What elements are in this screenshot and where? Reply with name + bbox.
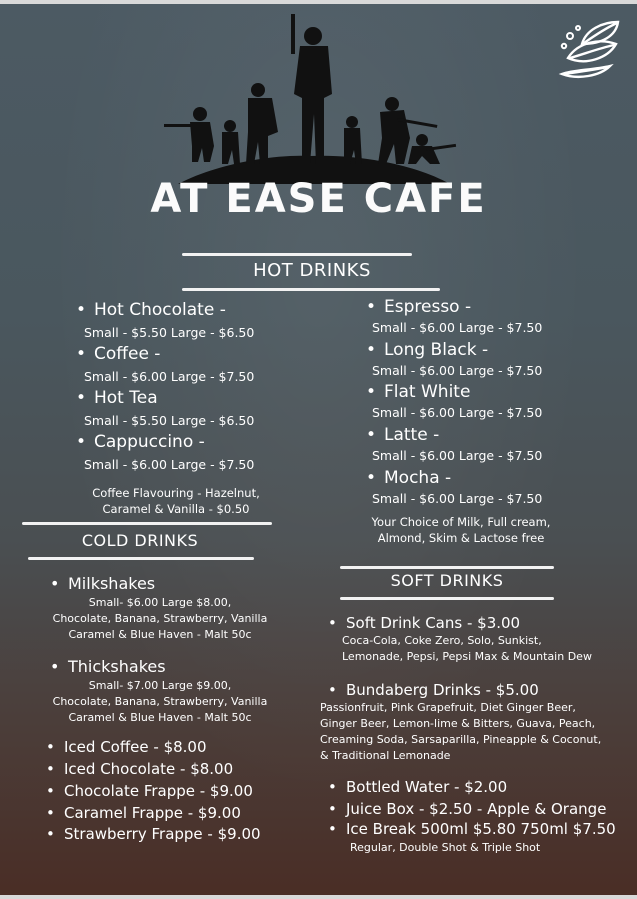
cold-drinks-rule-bottom [28,557,254,560]
top-border [0,0,637,4]
cold-item-thickshakes: • Thickshakes [50,657,166,676]
soft-item-bundaberg: • Bundaberg Drinks - $5.00 [328,681,539,699]
hot-item-hot-tea-sizes: Small - $5.50 Large - $6.50 [84,413,255,428]
hot-item-long-black-sizes: Small - $6.00 Large - $7.50 [372,363,543,378]
hot-drinks-rule-bottom [182,288,440,291]
hot-item-long-black: • Long Black - [366,340,489,360]
soft-cans-details: Coca-Cola, Coke Zero, Solo, Sunkist, Lemonade, Pepsi, Pepsi Max & Mountain Dew [342,634,592,663]
soft-drinks-rule-bottom [340,597,554,600]
cold-item-strawberry-frappe: • Strawberry Frappe - $9.00 [46,825,261,843]
cold-item-caramel-frappe: • Caramel Frappe - $9.00 [46,804,241,822]
soldiers-silhouette-icon [160,14,460,184]
ice-break-note: Regular, Double Shot & Triple Shot [350,841,541,854]
hot-item-cappuccino: • Cappuccino - [76,432,205,452]
cold-item-iced-chocolate: • Iced Chocolate - $8.00 [46,760,234,778]
cold-drinks-heading: COLD DRINKS [81,531,199,550]
hot-item-latte: • Latte - [366,425,440,445]
soft-item-cans: • Soft Drink Cans - $3.00 [328,614,521,632]
hot-item-mocha: • Mocha - [366,468,452,488]
soft-drinks-rule-top [340,566,554,569]
hot-item-coffee-sizes: Small - $6.00 Large - $7.50 [84,369,255,384]
hot-item-flat-white-sizes: Small - $6.00 Large - $7.50 [372,405,543,420]
hot-drinks-rule-top [182,253,412,256]
hot-item-cappuccino-sizes: Small - $6.00 Large - $7.50 [84,457,255,472]
coffee-flavouring-note: Coffee Flavouring - Hazelnut, Caramel & Vanilla - $0.50 [92,486,260,516]
hot-item-hot-chocolate: • Hot Chocolate - [76,300,226,320]
soft-item-juice-box: • Juice Box - $2.50 - Apple & Orange [328,800,607,818]
thickshakes-details: Small- $7.00 Large $9.00, Chocolate, Banana, Strawberry, Vanilla Caramel & Blue Haven - Malt 50c [52,679,268,724]
cold-drinks-rule-top [22,522,272,525]
hot-drinks-heading: HOT DRINKS [253,260,371,281]
hot-item-hot-chocolate-sizes: Small - $5.50 Large - $6.50 [84,325,255,340]
cold-item-iced-coffee: • Iced Coffee - $8.00 [46,738,207,756]
soft-item-ice-break: • Ice Break 500ml $5.80 750ml $7.50 [328,820,616,838]
hot-item-espresso-sizes: Small - $6.00 Large - $7.50 [372,320,543,335]
hot-item-mocha-sizes: Small - $6.00 Large - $7.50 [372,491,543,506]
milk-choice-note: Your Choice of Milk, Full cream, Almond, Skim & Lactose free [371,515,551,545]
soft-item-bottled-water: • Bottled Water - $2.00 [328,778,508,796]
hot-item-coffee: • Coffee - [76,344,161,364]
hot-item-hot-tea: • Hot Tea [76,388,158,408]
hot-item-flat-white: • Flat White [366,382,471,402]
coffee-leaf-logo-icon [556,14,628,80]
cold-item-chocolate-frappe: • Chocolate Frappe - $9.00 [46,782,253,800]
cold-item-milkshakes: • Milkshakes [50,574,156,593]
cafe-title: AT EASE CAFE [150,176,487,222]
milkshakes-details: Small- $6.00 Large $8.00, Chocolate, Banana, Strawberry, Vanilla Caramel & Blue Haven - Malt 50c [52,596,268,641]
bottom-border [0,895,637,899]
hot-item-latte-sizes: Small - $6.00 Large - $7.50 [372,448,543,463]
soft-drinks-heading: SOFT DRINKS [390,571,504,590]
bundaberg-details: Passionfruit, Pink Grapefruit, Diet Ginger Beer, Ginger Beer, Lemon-lime & Bitters, Guava, Peach, Creaming Soda, Sarsaparilla, Pineapple & Coconut, & Traditional Lemonade [320,701,602,762]
hot-item-espresso: • Espresso - [366,297,472,317]
